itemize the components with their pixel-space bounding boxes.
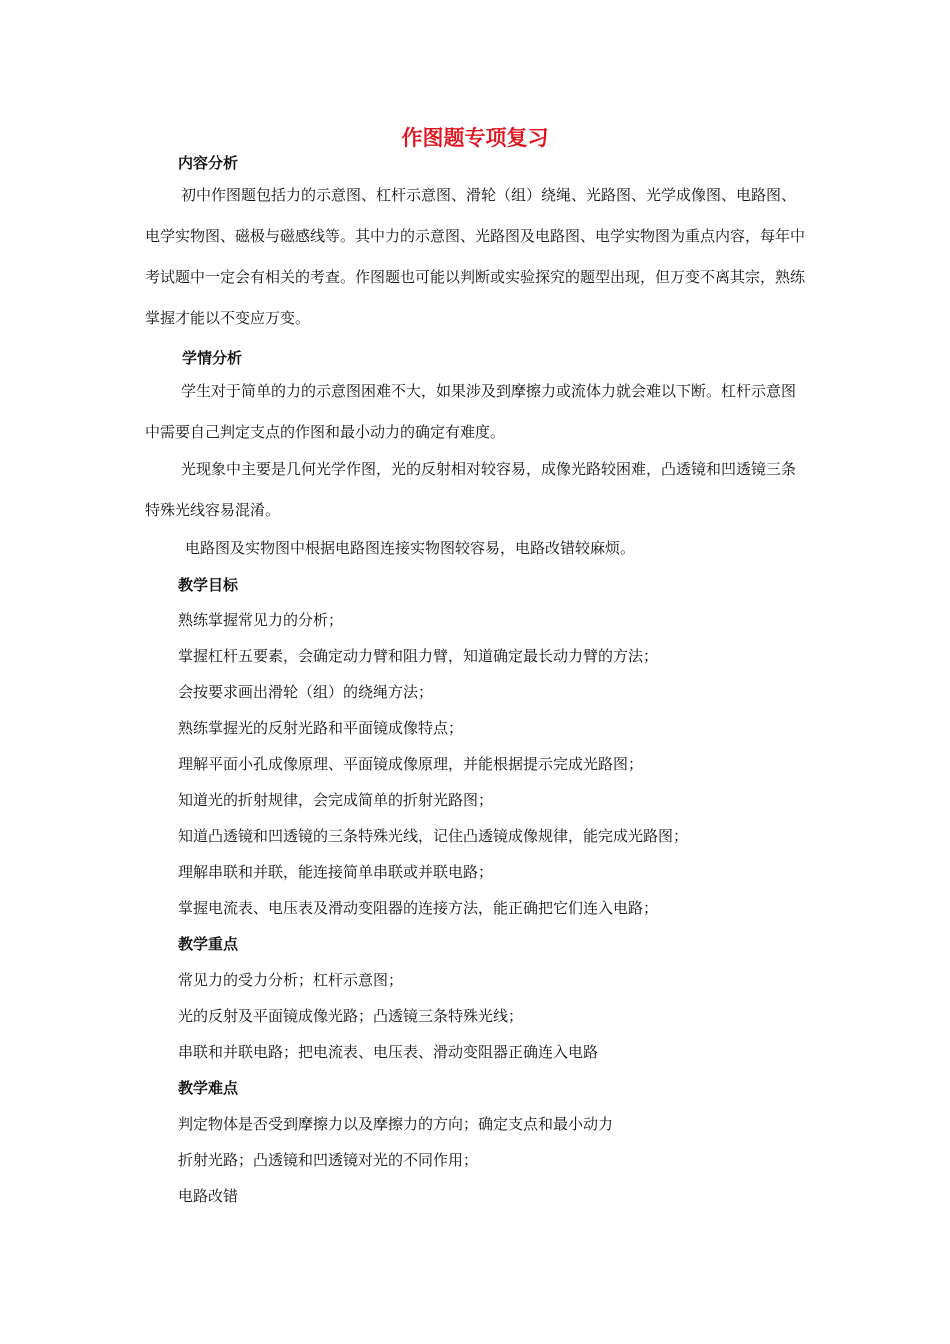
objective-item: 知道凸透镜和凹透镜的三条特殊光线，记住凸透镜成像规律，能完成光路图；	[178, 827, 689, 845]
difficulty-item: 折射光路；凸透镜和凹透镜对光的不同作用；	[178, 1151, 479, 1169]
key-point-item: 串联和并联电路；把电流表、电压表、滑动变阻器正确连入电路	[178, 1043, 599, 1061]
paragraph-content-analysis: 初中作图题包括力的示意图、杠杆示意图、滑轮（组）绕绳、光路图、光学成像图、电路图、电学实物图、磁极与磁感线等。其中力的示意图、光路图及电路图、电学实物图为重点内容，每年中考试题中一定会有相关的考查。作图题也可能以判断或实验探究的题型出现，但万变不离其宗，熟练掌握才能以不变应万变。	[145, 186, 806, 327]
heading-objectives: 教学目标	[178, 576, 239, 594]
objective-item: 熟练掌握光的反射光路和平面镜成像特点；	[178, 719, 464, 737]
key-point-item: 光的反射及平面镜成像光路；凸透镜三条特殊光线；	[178, 1007, 524, 1025]
heading-difficulties: 教学难点	[178, 1079, 239, 1097]
heading-student-analysis: 学情分析	[182, 349, 243, 367]
objective-item: 理解平面小孔成像原理、平面镜成像原理，并能根据提示完成光路图；	[178, 755, 644, 773]
objective-item: 熟练掌握常见力的分析；	[178, 611, 344, 629]
heading-content-analysis: 内容分析	[178, 154, 239, 172]
heading-key-points: 教学重点	[178, 935, 239, 953]
paragraph-student-analysis-3: 电路图及实物图中根据电路图连接实物图较容易，电路改错较麻烦。	[185, 539, 636, 557]
paragraph-student-analysis-1: 学生对于简单的力的示意图困难不大，如果涉及到摩擦力或流体力就会难以下断。杠杆示意图中需要自己判定支点的作图和最小动力的确定有难度。	[145, 382, 797, 441]
document-title: 作图题专项复习	[401, 126, 549, 150]
difficulty-item: 电路改错	[178, 1187, 239, 1205]
objective-item: 知道光的折射规律，会完成简单的折射光路图；	[178, 791, 494, 809]
paragraph-student-analysis-2: 光现象中主要是几何光学作图，光的反射相对较容易，成像光路较困难，凸透镜和凹透镜三条特殊光线容易混淆。	[145, 460, 797, 519]
objective-item: 掌握杠杆五要素，会确定动力臂和阻力臂，知道确定最长动力臂的方法；	[178, 647, 659, 665]
objective-item: 掌握电流表、电压表及滑动变阻器的连接方法，能正确把它们连入电路；	[178, 899, 659, 917]
objective-item: 理解串联和并联，能连接简单串联或并联电路；	[178, 863, 494, 881]
objective-item: 会按要求画出滑轮（组）的绕绳方法；	[178, 683, 434, 701]
key-point-item: 常见力的受力分析；杠杆示意图；	[178, 971, 404, 989]
difficulty-item: 判定物体是否受到摩擦力以及摩擦力的方向；确定支点和最小动力	[178, 1115, 614, 1133]
